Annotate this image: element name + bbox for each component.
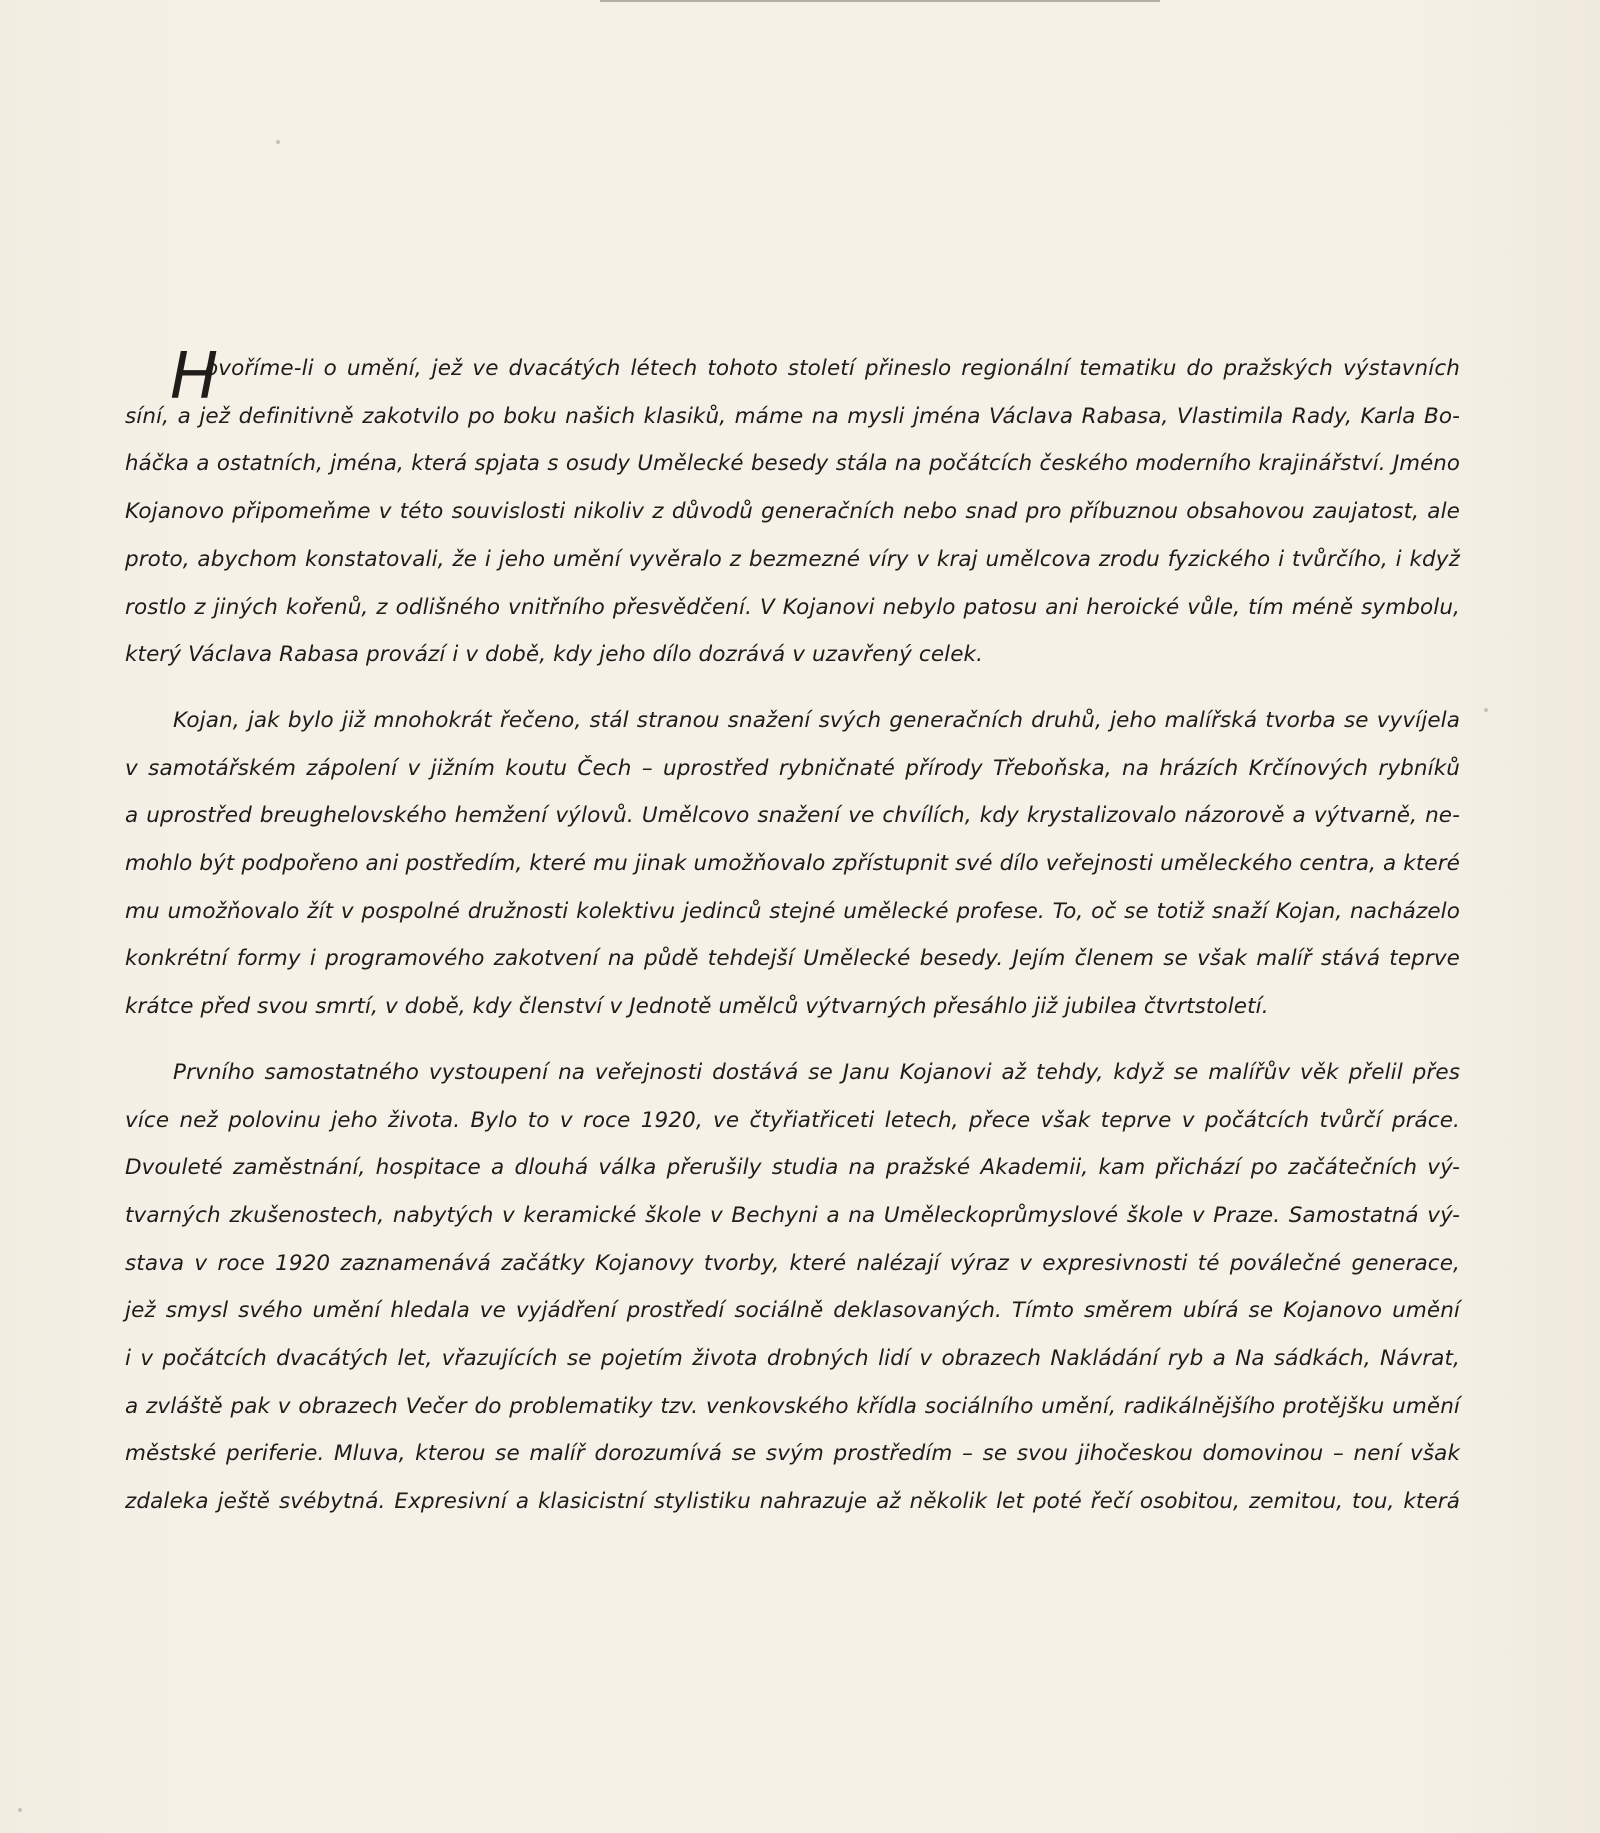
- drop-cap: H: [170, 340, 219, 414]
- paper-speck: [276, 140, 280, 144]
- paragraph-3: [125, 1049, 1460, 1526]
- text-line: stava v roce 1920 zaznamenává začátky Kojanovy tvorby, které nalézají výraz v expresivnosti té poválečné generace,: [125, 1250, 1460, 1276]
- text-line: ovoříme-li o umění, jež ve dvacátých létech tohoto století přineslo regionální tematiku do pražských výstavních: [205, 356, 1460, 381]
- paragraph-1: [125, 340, 1460, 679]
- text-line: městské periferie. Mluva, kterou se malíř dorozumívá se svým prostředím – se svou jihočeskou domovinou – není však: [125, 1441, 1460, 1467]
- body-text: [125, 340, 1460, 1526]
- paragraph-2: [125, 697, 1460, 1031]
- text-line: Kojan, jak bylo již mnohokrát řečeno, stál stranou snažení svých generačních druhů, jeho malířská tvorba se vyvíjela: [173, 707, 1460, 733]
- text-line: Kojanovo připomeňme v této souvislosti nikoliv z důvodů generačních nebo snad pro příbuznou obsahovou zaujatost, ale: [125, 499, 1460, 525]
- text-line: i v počátcích dvacátých let, vřazujících se pojetím života drobných lidí v obrazech Nakládání ryb a Na sádkách, Návrat,: [125, 1346, 1460, 1372]
- text-line: rostlo z jiných kořenů, z odlišného vnitřního přesvědčení. V Kojanovi nebylo patosu ani heroické vůle, tím méně symbolu,: [125, 594, 1460, 620]
- text-line: konkrétní formy i programového zakotvení na půdě tehdejší Umělecké besedy. Jejím členem se však malíř stává teprve: [125, 946, 1460, 972]
- text-line: krátce před svou smrtí, v době, kdy členství v Jednotě umělců výtvarných přesáhlo již jubilea čtvrtstoletí.: [125, 994, 1269, 1020]
- paper-speck: [1484, 708, 1488, 712]
- text-line: Dvouleté zaměstnání, hospitace a dlouhá válka přerušily studia na pražské Akademii, kam přichází po začátečních vý-: [125, 1155, 1460, 1181]
- text-line: který Václava Rabasa provází i v době, kdy jeho dílo dozrává v uzavřený celek.: [125, 642, 984, 668]
- text-line: jež smysl svého umění hledala ve vyjádření prostředí sociálně deklasovaných. Tímto směrem ubírá se Kojanovo umění: [125, 1298, 1460, 1324]
- text-line: v samotářském zápolení v jižním koutu Čech – uprostřed rybničnaté přírody Třeboňska, na hrázích Krčínových rybníků: [125, 755, 1460, 781]
- text-line: a uprostřed breughelovského hemžení výlovů. Umělcovo snažení ve chvílích, kdy krystalizovalo názorově a výtvarně, ne-: [125, 803, 1460, 829]
- text-line: více než polovinu jeho života. Bylo to v roce 1920, ve čtyřiatřiceti letech, přece však teprve v počátcích tvůrčí práce.: [125, 1107, 1460, 1133]
- paper-speck: [18, 1808, 22, 1812]
- text-line: mu umožňovalo žít v pospolné družnosti kolektivu jedinců stejné umělecké profese. To, oč se totiž snaží Kojan, nacházelo: [125, 898, 1460, 924]
- text-line: mohlo být podpořeno ani postředím, které mu jinak umožňovalo zpřístupnit své dílo veřejnosti uměleckého centra, a které: [125, 851, 1460, 877]
- text-line: zdaleka ještě svébytná. Expresivní a klasicistní stylistiku nahrazuje až několik let poté řečí osobitou, zemitou, tou, která: [125, 1489, 1460, 1515]
- text-line: síní, a jež definitivně zakotvilo po boku našich klasiků, máme na mysli jména Václava Rabasa, Vlastimila Rady, Karla Bo-: [125, 403, 1460, 429]
- text-line: proto, abychom konstatovali, že i jeho umění vyvěralo z bezmezné víry v kraj umělcova zrodu fyzického i tvůrčího, i když: [125, 546, 1460, 572]
- text-line: Prvního samostatného vystoupení na veřejnosti dostává se Janu Kojanovi až tehdy, když se malířův věk přelil přes: [173, 1059, 1460, 1085]
- text-line: háčka a ostatních, jména, která spjata s osudy Umělecké besedy stála na počátcích českého moderního krajinářství. Jméno: [125, 451, 1460, 477]
- top-edge-rule: [600, 0, 1160, 2]
- text-line: tvarných zkušenostech, nabytých v keramické škole v Bechyni a na Uměleckoprůmyslové škole v Praze. Samostatná vý-: [125, 1202, 1460, 1228]
- text-line: a zvláště pak v obrazech Večer do problematiky tzv. venkovského křídla sociálního umění, radikálnějšího protějšku umění: [125, 1393, 1460, 1419]
